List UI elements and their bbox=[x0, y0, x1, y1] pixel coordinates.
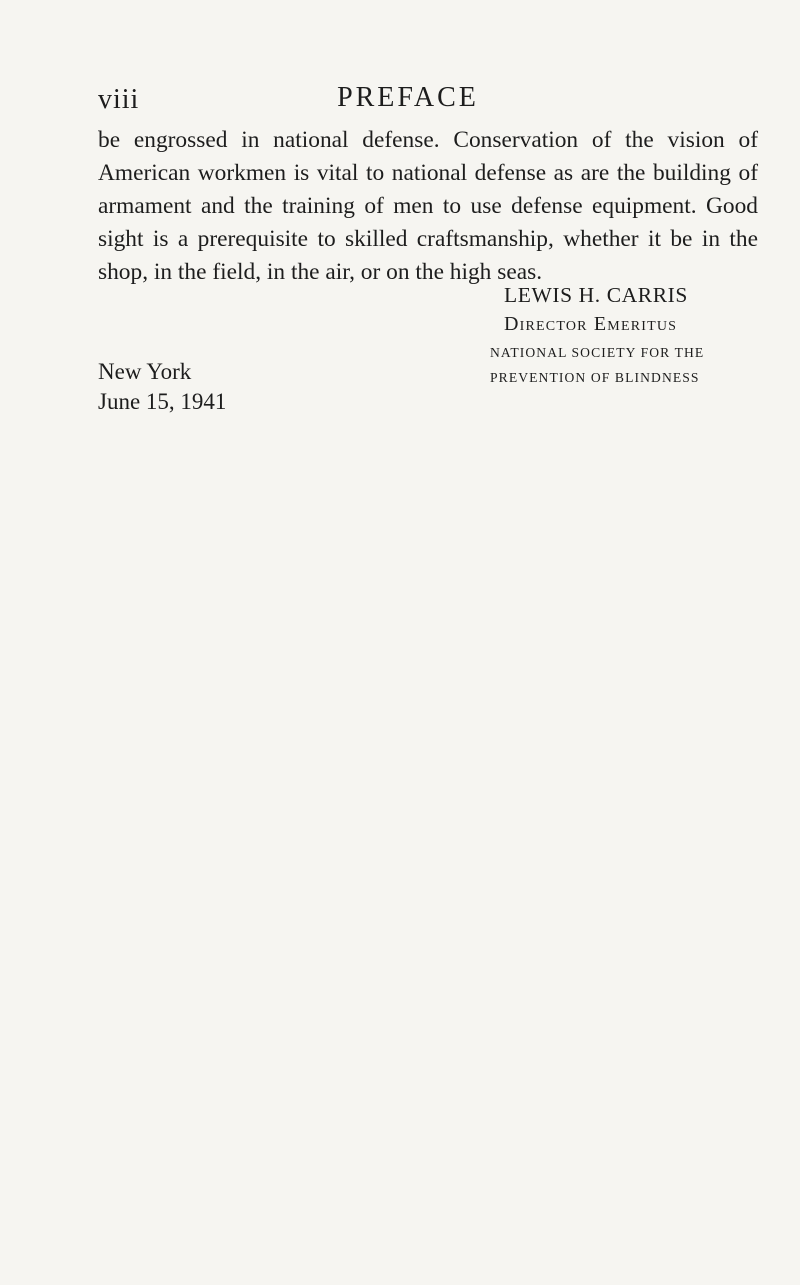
signatory-organization-line1: NATIONAL SOCIETY FOR THE bbox=[490, 345, 705, 360]
page-number: viii bbox=[98, 84, 140, 115]
preface-paragraph: be engrossed in national defense. Conservation of the vision of American workmen is vital to national defense as are the building of armament and the training of men to use defense equipment. Good sight is a prerequisite to skilled craftsmanship, whether it be in the shop, in the field, in the air, or on the high seas. bbox=[98, 127, 758, 285]
dateline-place: New York bbox=[98, 359, 192, 384]
dateline bbox=[98, 357, 226, 417]
signature-block bbox=[490, 280, 770, 391]
signatory-organization-line2: PREVENTION OF BLINDNESS bbox=[490, 370, 700, 385]
signatory-title: Director Emeritus bbox=[504, 313, 678, 335]
body-text bbox=[98, 124, 758, 289]
dateline-date: June 15, 1941 bbox=[98, 389, 227, 414]
signatory-name: LEWIS H. CARRIS bbox=[504, 283, 688, 307]
running-head bbox=[0, 82, 800, 114]
running-head-title: PREFACE bbox=[337, 82, 479, 113]
